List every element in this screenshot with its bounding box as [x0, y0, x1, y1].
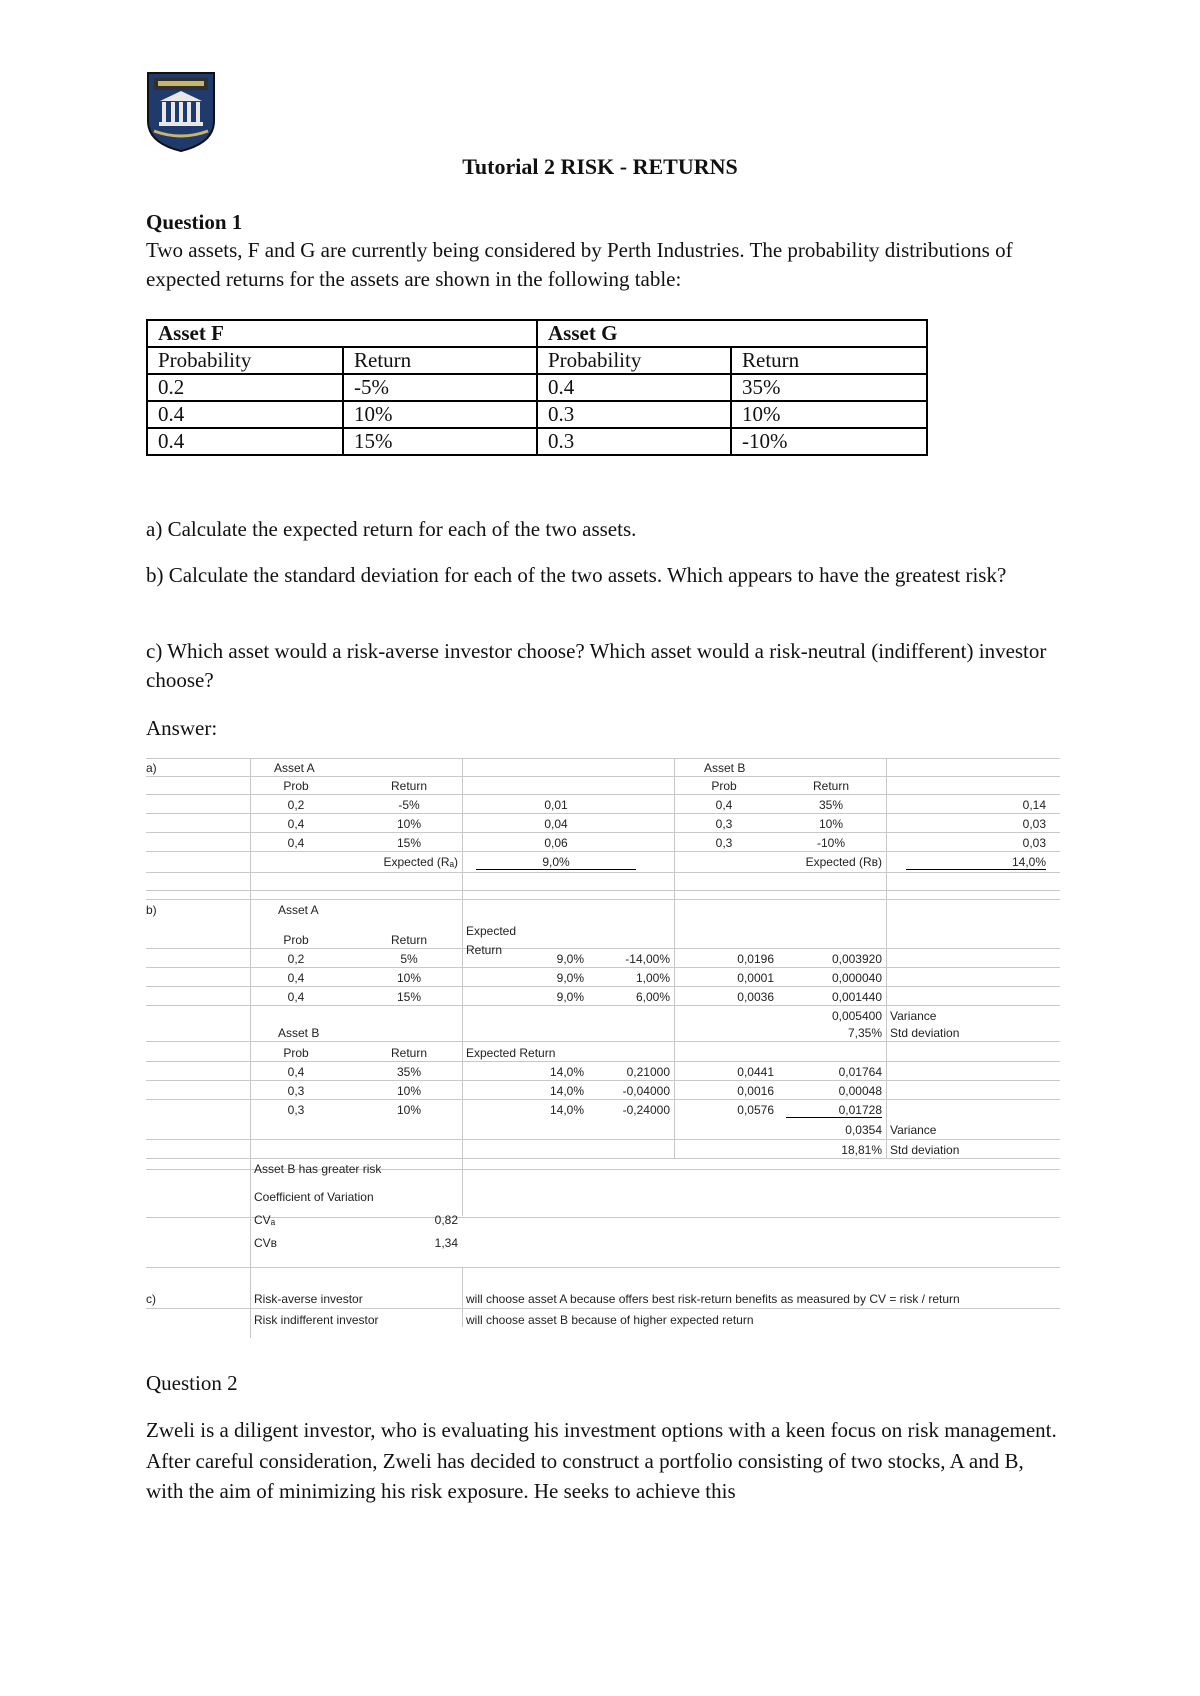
- cell: 5%: [400, 952, 418, 966]
- cell: 14,0%: [549, 1065, 584, 1079]
- cell: 0,0016: [737, 1084, 774, 1098]
- cell: 10%: [396, 1103, 422, 1117]
- asset-b-label: Asset B: [278, 1026, 320, 1040]
- prob-header: Prob: [283, 779, 309, 793]
- cell: 0,3: [287, 1103, 305, 1117]
- cell: 0,2: [287, 798, 305, 812]
- column-header: Probability: [147, 347, 343, 374]
- table-cell: 0.3: [537, 401, 731, 428]
- asset-probability-table: [146, 319, 928, 456]
- table-cell: 15%: [343, 428, 537, 455]
- asset-b-label: Asset B: [704, 761, 746, 775]
- cell: 0,3: [715, 836, 733, 850]
- cell: 0,06: [544, 836, 568, 850]
- risk-indifferent-answer: will choose asset B because of higher expected return: [466, 1313, 754, 1327]
- variance-a-value: 0,005400: [831, 1009, 882, 1023]
- asset-a-label: Asset A: [274, 761, 315, 775]
- cell: 0,0441: [737, 1065, 774, 1079]
- std-b-value: 18,81%: [841, 1143, 882, 1157]
- question-1c: c) Which asset would a risk-averse investor choose? Which asset would a risk-neutral (indifferent) investor choose?: [146, 639, 1047, 692]
- cv-b-label: CVʙ: [254, 1236, 278, 1250]
- expected-return-header: Expected Return: [466, 924, 517, 957]
- return-header: Return: [390, 779, 428, 793]
- column-header: Return: [731, 347, 927, 374]
- cell: 0,14: [1022, 798, 1046, 812]
- cell: 0,4: [287, 971, 305, 985]
- cell: 0,03: [1022, 817, 1046, 831]
- cell: -0,04000: [622, 1084, 670, 1098]
- section-a-label: a): [146, 761, 157, 775]
- greater-risk-note: Asset B has greater risk: [254, 1162, 382, 1176]
- cell: 1,00%: [635, 971, 670, 985]
- cell: 0,3: [287, 1084, 305, 1098]
- table-row: [147, 347, 927, 374]
- prob-header: Prob: [711, 779, 737, 793]
- table-row: [147, 320, 927, 347]
- document-title: Tutorial 2 RISK - RETURNS: [462, 154, 738, 179]
- std-label: Std deviation: [890, 1143, 960, 1157]
- cell: -10%: [816, 836, 845, 850]
- cell: -5%: [398, 798, 420, 812]
- cell: 6,00%: [635, 990, 670, 1004]
- question-2-heading: Question 2: [146, 1371, 238, 1395]
- answer-label: Answer:: [146, 716, 218, 740]
- cell: 14,0%: [549, 1103, 584, 1117]
- table-cell: 0.4: [147, 428, 343, 455]
- answer-spreadsheet: [146, 758, 1060, 1348]
- table-cell: 0.2: [147, 374, 343, 401]
- return-header: Return: [390, 1046, 428, 1060]
- cell: 0,04: [544, 817, 568, 831]
- cell: 0,0001: [737, 971, 774, 985]
- question-1-intro: Two assets, F and G are currently being considered by Perth Industries. The probability distributions of expected returns for the assets are shown in the following table:: [146, 238, 1013, 291]
- table-cell: 0.3: [537, 428, 731, 455]
- cell: 10%: [396, 817, 422, 831]
- table-cell: 10%: [731, 401, 927, 428]
- table-cell: -5%: [343, 374, 537, 401]
- cell: 0,01764: [838, 1065, 882, 1079]
- cell: 0,4: [287, 836, 305, 850]
- question-1-heading: Question 1: [146, 210, 243, 234]
- return-header: Return: [390, 933, 428, 947]
- cell: -14,00%: [625, 952, 670, 966]
- cell: 0,0036: [737, 990, 774, 1004]
- cell: 0,01728: [786, 1103, 882, 1118]
- expected-b-label: Expected (Rʙ): [805, 855, 882, 869]
- cell: 10%: [396, 1084, 422, 1098]
- table-cell: 35%: [731, 374, 927, 401]
- cv-title: Coefficient of Variation: [254, 1190, 374, 1204]
- table-cell: 0.4: [147, 401, 343, 428]
- cell: 0,03: [1022, 836, 1046, 850]
- asset-a-label: Asset A: [278, 903, 319, 917]
- expected-return-header: Expected Return: [466, 1046, 556, 1060]
- cell: 0,4: [287, 1065, 305, 1079]
- expected-a-label: Expected (Rₐ): [383, 855, 458, 869]
- cell: 10%: [396, 971, 422, 985]
- variance-b-value: 0,0354: [845, 1123, 882, 1137]
- expected-a-value: 9,0%: [476, 855, 636, 870]
- cell: 0,3: [715, 817, 733, 831]
- cell: 35%: [818, 798, 844, 812]
- risk-indifferent-label: Risk indifferent investor: [254, 1313, 379, 1327]
- cell: 0,000040: [831, 971, 882, 985]
- column-header: Return: [343, 347, 537, 374]
- column-header: Probability: [537, 347, 731, 374]
- cell: 0,4: [715, 798, 733, 812]
- std-a-value: 7,35%: [847, 1026, 882, 1040]
- cell: 0,2: [287, 952, 305, 966]
- cell: 9,0%: [556, 952, 584, 966]
- expected-b-value: 14,0%: [906, 855, 1046, 870]
- cell: 0,003920: [831, 952, 882, 966]
- asset-f-header: Asset F: [147, 320, 537, 347]
- question-1b: b) Calculate the standard deviation for each of the two assets. Which appears to have the greatest risk?: [146, 563, 1007, 587]
- asset-g-header: Asset G: [537, 320, 927, 347]
- university-crest-logo: [146, 71, 216, 153]
- table-row: [147, 401, 927, 428]
- table-row: [147, 374, 927, 401]
- cell: 15%: [396, 836, 422, 850]
- section-c-label: c): [146, 1292, 156, 1306]
- cell: 0,001440: [831, 990, 882, 1004]
- section-b-label: b): [146, 903, 157, 917]
- table-cell: -10%: [731, 428, 927, 455]
- cv-a-value: 0,82: [434, 1213, 458, 1227]
- prob-header: Prob: [283, 933, 309, 947]
- return-header: Return: [812, 779, 850, 793]
- cell: 35%: [396, 1065, 422, 1079]
- variance-label: Variance: [890, 1009, 937, 1023]
- std-label: Std deviation: [890, 1026, 960, 1040]
- question-2-text: Zweli is a diligent investor, who is evaluating his investment options with a keen focus on risk management. After careful consideration, Zweli has decided to construct a portfolio consisting of two stocks, A and B, with the aim of minimizing his risk exposure. He seeks to achieve this: [146, 1418, 1057, 1503]
- cell: 9,0%: [556, 990, 584, 1004]
- cell: -0,24000: [622, 1103, 670, 1117]
- cell: 15%: [396, 990, 422, 1004]
- table-cell: 0.4: [537, 374, 731, 401]
- cell: 0,21000: [626, 1065, 670, 1079]
- risk-averse-answer: will choose asset A because offers best risk-return benefits as measured by CV = risk / return: [466, 1292, 960, 1306]
- cell: 10%: [818, 817, 844, 831]
- cell: 0,01: [544, 798, 568, 812]
- question-1a: a) Calculate the expected return for each of the two assets.: [146, 517, 637, 541]
- cell: 0,0196: [737, 952, 774, 966]
- cv-a-label: CVₐ: [254, 1213, 276, 1227]
- cell: 0,0576: [737, 1103, 774, 1117]
- risk-averse-label: Risk-averse investor: [254, 1292, 363, 1306]
- cell: 0,4: [287, 990, 305, 1004]
- table-row: [147, 428, 927, 455]
- cell: 14,0%: [549, 1084, 584, 1098]
- cv-b-value: 1,34: [434, 1236, 458, 1250]
- table-cell: 10%: [343, 401, 537, 428]
- variance-label: Variance: [890, 1123, 937, 1137]
- cell: 0,00048: [838, 1084, 882, 1098]
- prob-header: Prob: [283, 1046, 309, 1060]
- cell: 0,4: [287, 817, 305, 831]
- cell: 9,0%: [556, 971, 584, 985]
